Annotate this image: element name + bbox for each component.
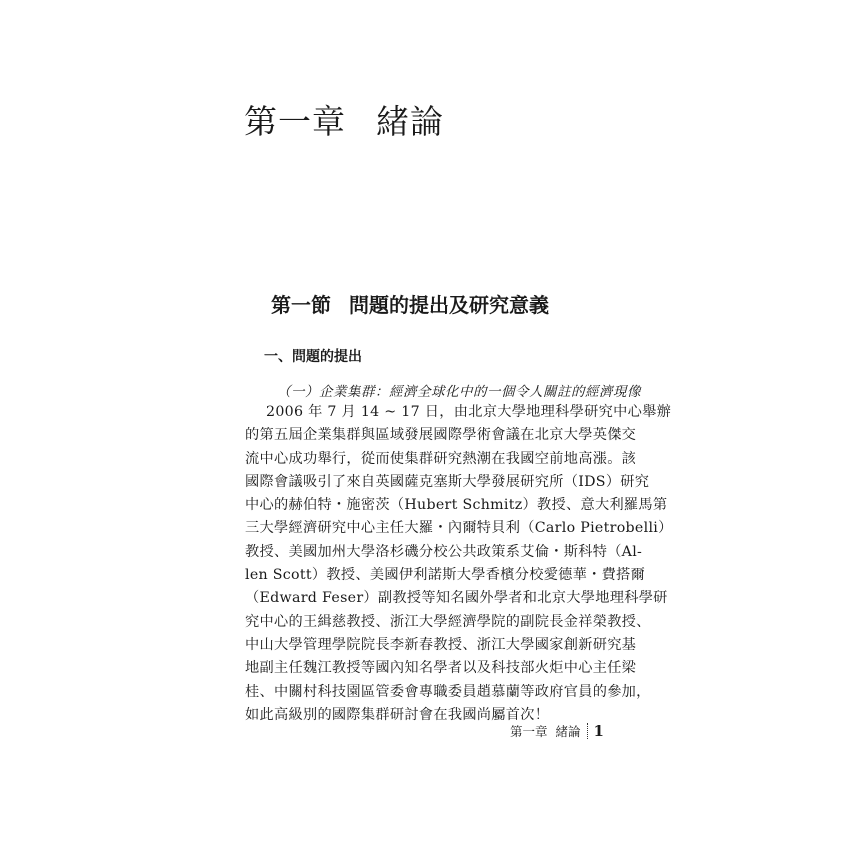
section-heading bbox=[271, 289, 549, 318]
chapter-number: 第一章 bbox=[244, 102, 346, 141]
paragraph-line: 桂、中關村科技園區管委會專職委員趙慕蘭等政府官員的參加， bbox=[245, 683, 651, 700]
paragraph-line: 教授、美國加州大學洛杉磯分校公共政策系艾倫・斯科特（Al- bbox=[245, 543, 643, 560]
paragraph-line: 流中心成功舉行，從而使集群研究熱潮在我國空前地高漲。該 bbox=[245, 450, 637, 467]
paragraph-line: 2006 年 7 月 14 ~ 17 日，由北京大學地理科學研究中心舉辦 bbox=[266, 404, 672, 420]
chapter-title: 緒論 bbox=[376, 102, 444, 141]
paragraph-line: 的第五屆企業集群與區域發展國際學術會議在北京大學英傑交 bbox=[245, 427, 637, 444]
paragraph-line: 三大學經濟研究中心主任大羅・內爾特貝利（Carlo Pietrobelli） bbox=[245, 520, 673, 537]
running-footer bbox=[510, 722, 604, 740]
footer-divider bbox=[587, 723, 588, 739]
paragraph-line: （Edward Feser）副教授等知名國外學者和北京大學地理科學研 bbox=[245, 590, 668, 607]
footer-chapter-number: 第一章 bbox=[510, 724, 548, 739]
paragraph-line: len Scott）教授、美國伊利諾斯大學香檳分校愛德華・費搭爾 bbox=[245, 567, 646, 584]
section-title: 問題的提出及研究意義 bbox=[349, 293, 549, 317]
subsubsection-heading: （一）企業集群：經濟全球化中的一個令人關註的經濟現像 bbox=[277, 384, 641, 400]
page-number: 1 bbox=[593, 722, 604, 740]
paragraph-line: 地副主任魏江教授等國內知名學者以及科技部火炬中心主任梁 bbox=[245, 660, 637, 677]
paragraph-line: 中山大學管理學院院長李新春教授、浙江大學國家創新研究基 bbox=[245, 636, 637, 653]
paragraph-line: 究中心的王緝慈教授、浙江大學經濟學院的副院長金祥榮教授、 bbox=[245, 613, 651, 630]
paragraph-line: 國際會議吸引了來自英國薩克塞斯大學發展研究所（IDS）研究 bbox=[245, 473, 650, 490]
footer-chapter bbox=[510, 722, 581, 740]
paragraph-line: 中心的赫伯特・施密茨（Hubert Schmitz）教授、意大利羅馬第 bbox=[245, 497, 668, 514]
paragraph-line: 如此高級別的國際集群研討會在我國尚屬首次！ bbox=[245, 706, 550, 723]
body-paragraph bbox=[245, 401, 673, 727]
section-number: 第一節 bbox=[271, 293, 331, 317]
chapter-heading bbox=[244, 96, 444, 143]
footer-chapter-title: 緒論 bbox=[555, 724, 581, 739]
subsection-heading: 一、問題的提出 bbox=[264, 349, 362, 365]
